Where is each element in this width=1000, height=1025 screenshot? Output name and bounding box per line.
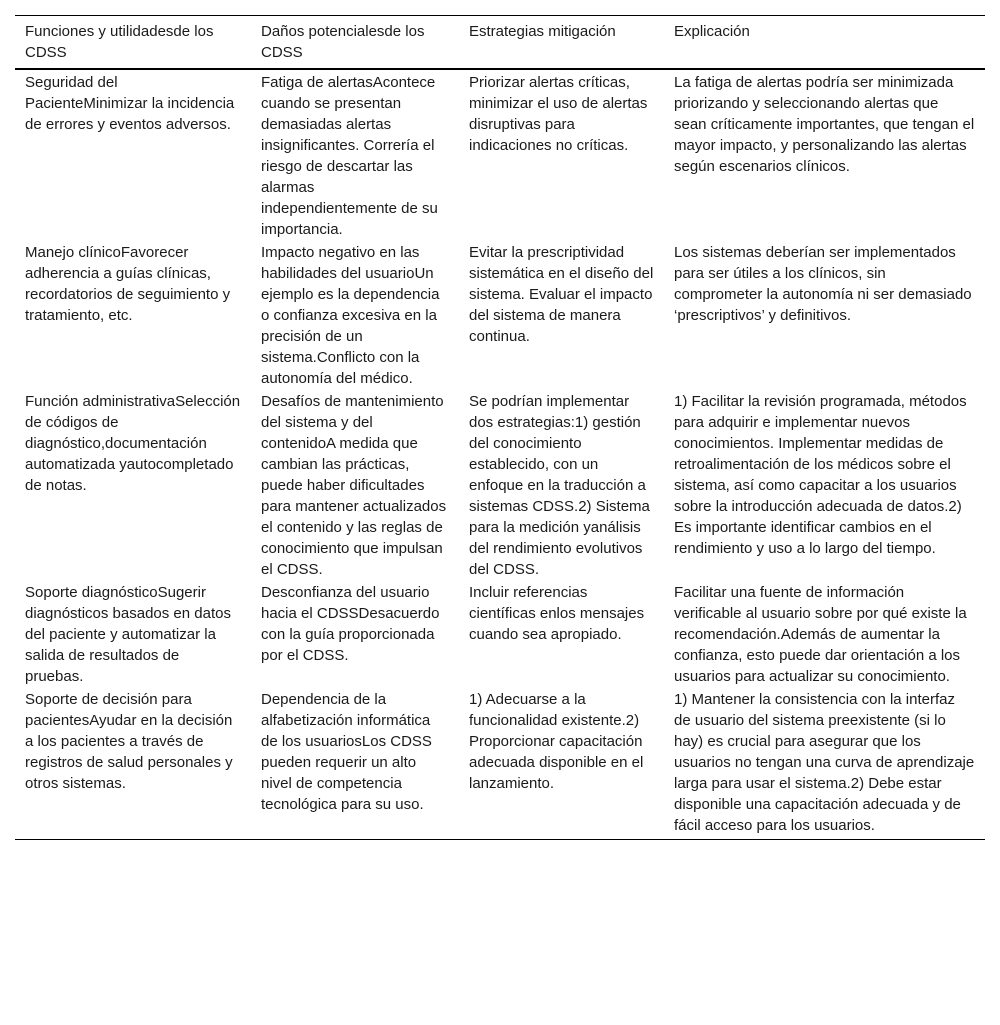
header-cell: Estrategias mitigación <box>469 23 616 40</box>
table-cell: Priorizar alertas críticas, minimizar el uso de alertas disruptivas para indicaciones no críticas. <box>469 74 648 154</box>
table-cell: Los sistemas deberían ser implementados para ser útiles a los clínicos, sin comprometer la autonomía ni ser demasiado ‘prescriptivos’ y definitivos. <box>674 244 972 324</box>
table-cell: Manejo clínicoFavorecer adherencia a guías clínicas, recordatorios de seguimiento y tratamiento, etc. <box>25 244 231 324</box>
table-cell: 1) Facilitar la revisión programada, métodos para adquirir e implementar nuevos conocimientos. Implementar medidas de retroalimentación de los médicos sobre el sistema, así como capacitar a los usuarios sobre la introducción adecuada de datos.2) Es importante identificar cambios en el rendimiento y uso a lo largo del tiempo. <box>674 393 967 557</box>
header-row <box>15 16 985 70</box>
table-cell: Fatiga de alertasAcontece cuando se presentan demasiadas alertas insignificantes. Correría el riesgo de descartar las alarmas independientemente de su importancia. <box>261 74 438 238</box>
table-cell: Seguridad del PacienteMinimizar la incidencia de errores y eventos adversos. <box>25 74 235 133</box>
table-cell: 1) Mantener la consistencia con la interfaz de usuario del sistema preexistente (si lo hay) es crucial para asegurar que los usuarios no tengan una curva de aprendizaje larga para usar el sistema.2) Debe estar disponible una capacitación adecuada y de fácil acceso para los usuarios. <box>674 691 975 834</box>
table-cell: Incluir referencias científicas enlos mensajes cuando sea apropiado. <box>469 584 645 643</box>
header-cell: Explicación <box>674 23 750 40</box>
header-cell: Funciones y utilidadesde los CDSS <box>25 23 214 61</box>
table-body <box>15 69 985 840</box>
table-row <box>15 391 985 582</box>
table-cell: Impacto negativo en las habilidades del usuarioUn ejemplo es la dependencia o confianza excesiva en la precisión de un sistema.Conflicto con la autonomía del médico. <box>261 244 440 387</box>
table-cell: Facilitar una fuente de información verificable al usuario sobre por qué existe la recomendación.Además de aumentar la confianza, esto puede dar orientación a los usuarios para actualizar su conocimiento. <box>674 584 967 685</box>
table-cell: Soporte de decisión para pacientesAyudar en la decisión a los pacientes a través de registros de salud personales y otros sistemas. <box>25 691 233 792</box>
table-cell: Se podrían implementar dos estrategias:1) gestión del conocimiento establecido, con un enfoque en la traducción a sistemas CDSS.2) Sistema para la medición yanálisis del rendimiento evolutivos del CDSS. <box>469 393 650 578</box>
header-cell: Daños potencialesde los CDSS <box>261 23 425 61</box>
table-row <box>15 69 985 242</box>
table-header <box>15 16 985 70</box>
table-cell: Desafíos de mantenimiento del sistema y del contenidoA medida que cambian las prácticas, puede haber dificultades para mantener actualizados el contenido y las reglas de conocimiento que impulsan el CDSS. <box>261 393 447 578</box>
cdss-table <box>15 15 985 840</box>
table-row <box>15 689 985 840</box>
table-row <box>15 242 985 391</box>
table-cell: 1) Adecuarse a la funcionalidad existente.2) Proporcionar capacitación adecuada disponible en el lanzamiento. <box>469 691 644 792</box>
table-cell: Función administrativaSelección de códigos de diagnóstico,documentación automatizada yautocompletado de notas. <box>25 393 241 494</box>
table-cell: Dependencia de la alfabetización informática de los usuariosLos CDSS pueden requerir un alto nivel de competencia tecnológica para su uso. <box>261 691 432 813</box>
table-cell: La fatiga de alertas podría ser minimizada priorizando y seleccionando alertas que sean críticamente importantes, que tengan el mayor impacto, y personalizando las alertas según escenarios clínicos. <box>674 74 975 175</box>
table-cell: Soporte diagnósticoSugerir diagnósticos basados en datos del paciente y automatizar la salida de resultados de pruebas. <box>25 584 231 685</box>
table-cell: Evitar la prescriptividad sistemática en el diseño del sistema. Evaluar el impacto del sistema de manera continua. <box>469 244 654 345</box>
table-cell: Desconfianza del usuario hacia el CDSSDesacuerdo con la guía proporcionada por el CDSS. <box>261 584 440 664</box>
table-row <box>15 582 985 689</box>
